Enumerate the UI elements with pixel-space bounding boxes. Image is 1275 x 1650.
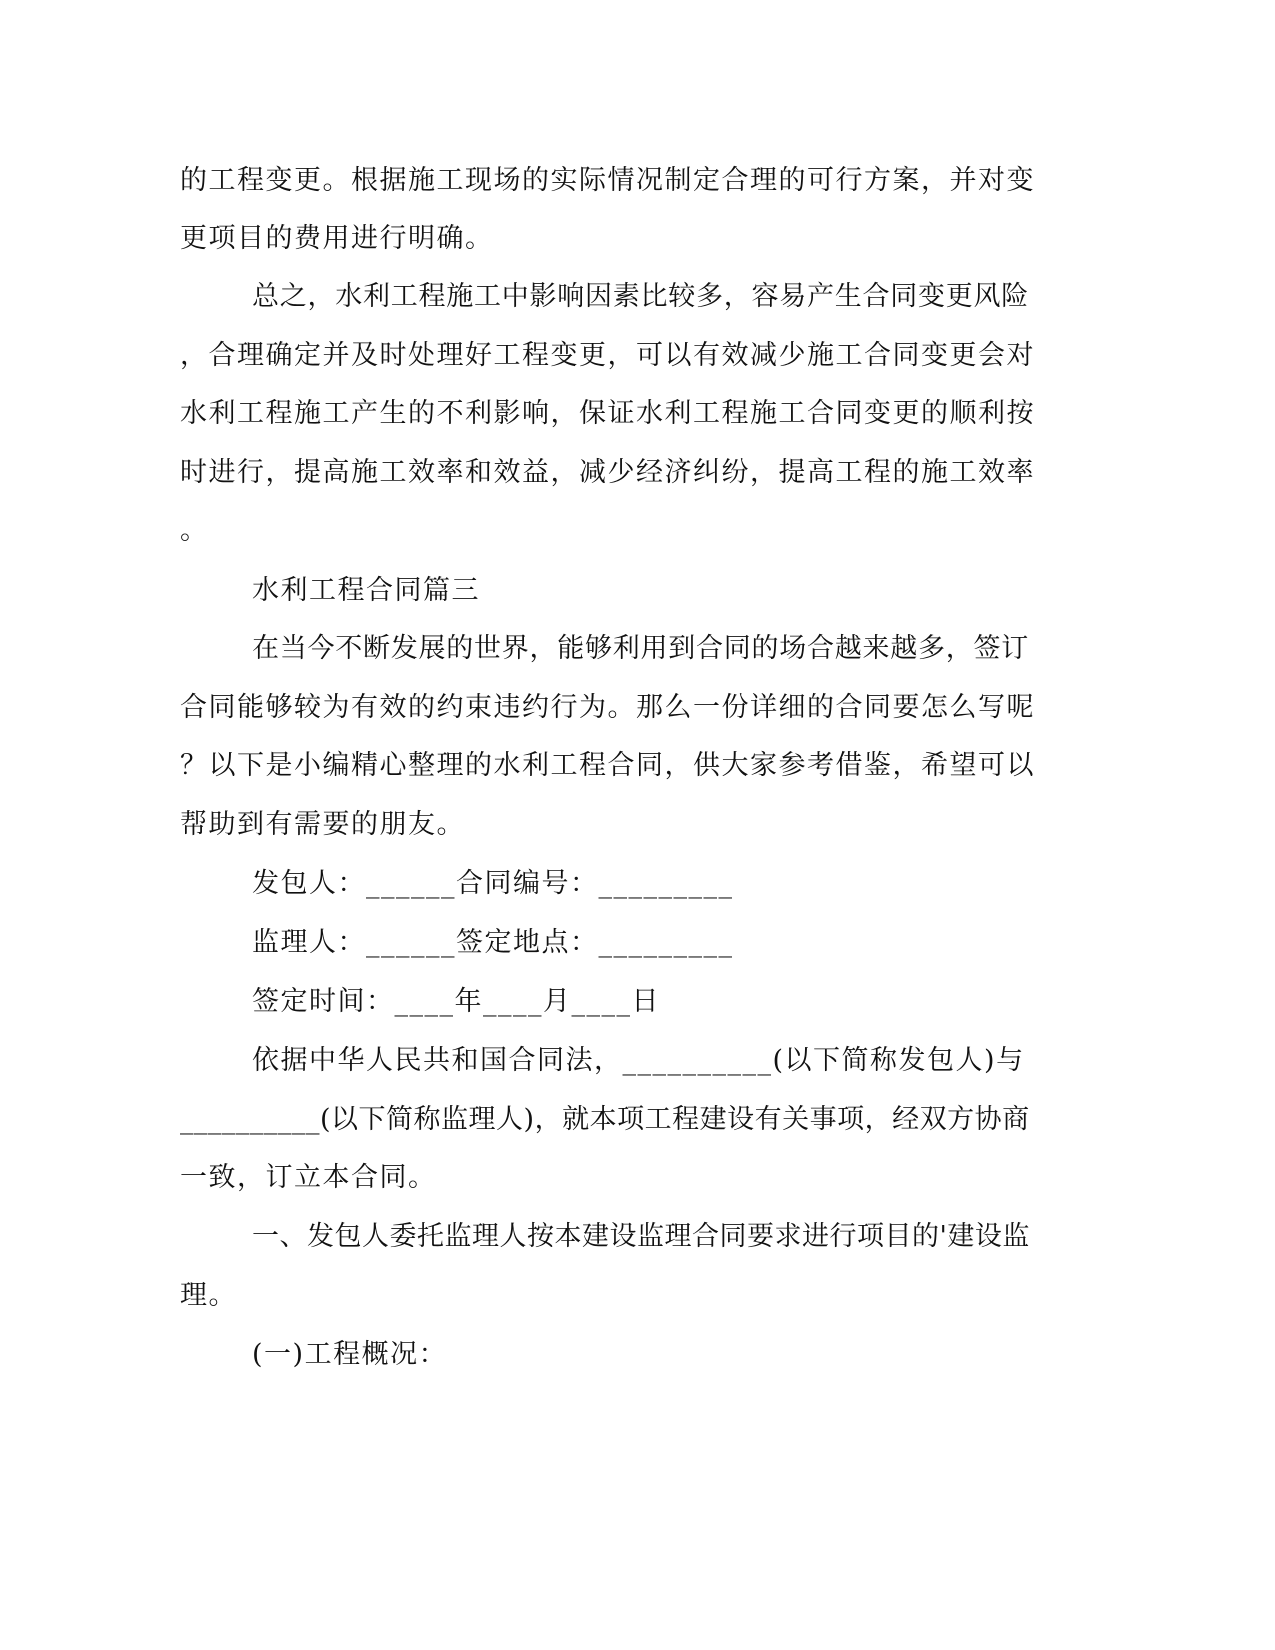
- text-line: 一致，订立本合同。: [180, 1162, 437, 1193]
- text-line: 时进行，提高施工效率和效益，减少经济纠纷，提高工程的施工效率: [180, 457, 1035, 488]
- text-line: 理。: [180, 1280, 237, 1311]
- paragraph-start-line: 一、发包人委托监理人按本建设监理合同要求进行项目的'建设监: [252, 1221, 1030, 1252]
- text-line: ，合理确定并及时处理好工程变更，可以有效减少施工合同变更会对: [180, 340, 1035, 371]
- section-heading: 水利工程合同篇三: [252, 575, 480, 606]
- text-line: ？以下是小编精心整理的水利工程合同，供大家参考借鉴，希望可以: [180, 750, 1035, 781]
- paragraph-start-line: 依据中华人民共和国合同法，__________(以下简称发包人)与: [252, 1045, 1025, 1076]
- text-line: 合同能够较为有效的约束违约行为。那么一份详细的合同要怎么写呢: [180, 692, 1035, 723]
- text-line: 帮助到有需要的朋友。: [180, 809, 465, 840]
- form-field-line: 发包人：______合同编号：_________: [252, 868, 734, 899]
- subsection-heading: (一)工程概况：: [252, 1339, 448, 1370]
- paragraph-start-line: 在当今不断发展的世界，能够利用到合同的场合越来越多，签订: [252, 633, 1029, 664]
- paragraph-start-line: 总之，水利工程施工中影响因素比较多，容易产生合同变更风险: [252, 281, 1029, 312]
- text-line: 的工程变更。根据施工现场的实际情况制定合理的可行方案，并对变: [180, 165, 1035, 196]
- text-line: 更项目的费用进行明确。: [180, 223, 494, 254]
- text-line: 。: [180, 515, 209, 546]
- form-field-line: 监理人：______签定地点：_________: [252, 927, 734, 958]
- text-line: 水利工程施工产生的不利影响，保证水利工程施工合同变更的顺利按: [180, 398, 1035, 429]
- form-field-line: 签定时间：____年____月____日: [252, 986, 660, 1017]
- text-line: __________(以下简称监理人)，就本项工程建设有关事项，经双方协商: [180, 1104, 1030, 1135]
